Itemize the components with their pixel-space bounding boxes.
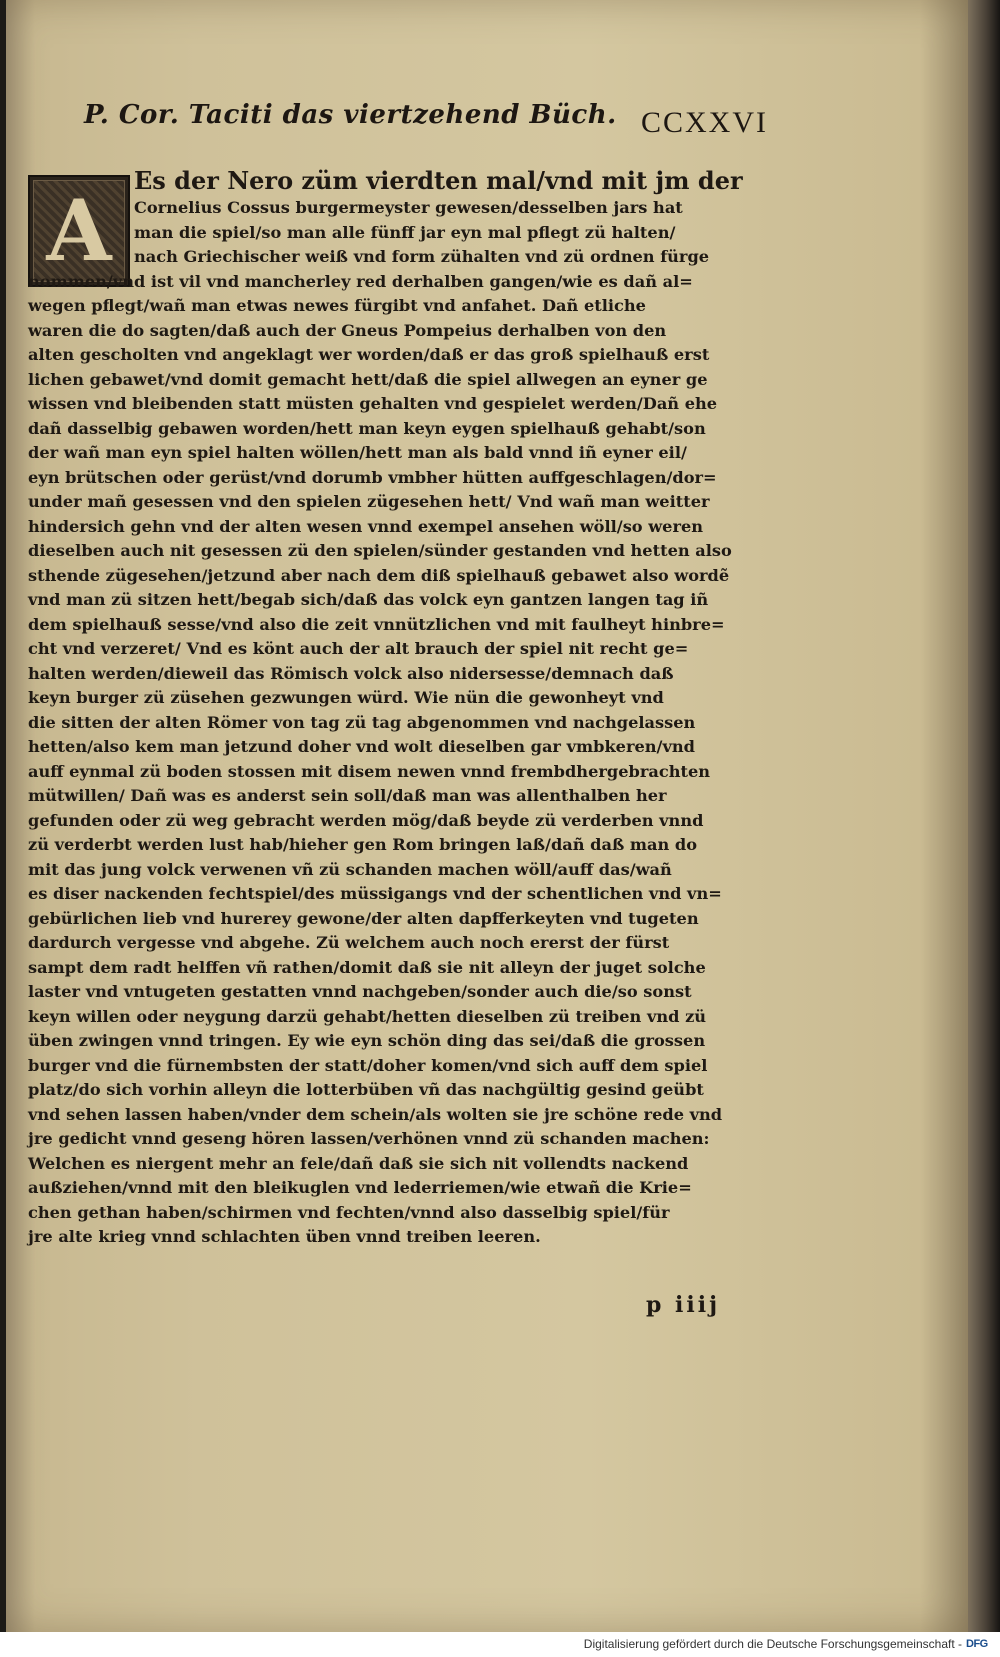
text-line: es diser nackenden fechtspiel/des müssigangs vnd der schentlichen vnd vn= <box>28 884 722 903</box>
text-line: sampt dem radt helffen vñ rathen/domit daß sie nit alleyn der juget solche <box>28 957 706 977</box>
credit-bar <box>0 1632 1000 1657</box>
text-line: chen gethan haben/schirmen vnd fechten/vnnd also dasselbig spiel/für <box>28 1202 670 1222</box>
text-line: halten werden/dieweil das Römisch volck also nidersesse/demnach daß <box>28 663 674 683</box>
body-text <box>28 166 788 1250</box>
signature-mark: p iiij <box>646 1292 721 1318</box>
text-line: wegen pflegt/wañ man etwas newes fürgibt vnd anfahet. Dañ etliche <box>28 296 646 315</box>
credit-text: Digitalisierung gefördert durch die Deutsche Forschungsgemeinschaft - <box>583 1637 962 1651</box>
text-line: keyn burger zü züsehen gezwungen würd. Wie nün die gewonheyt vnd <box>28 688 664 707</box>
page-header <box>84 100 784 160</box>
text-line: jre gedicht vnnd geseng hören lassen/verhönen vnnd zü schanden machen: <box>28 1129 710 1148</box>
text-line: dañ dasselbig gebawen worden/hett man keyn eygen spielhauß gehabt/son <box>28 418 706 438</box>
text-line: waren die do sagten/daß auch der Gneus Pompeius derhalben von den <box>28 320 667 340</box>
running-title: P. Cor. Taciti das viertzehend Büch. <box>84 100 617 130</box>
text-line: mit das jung volck verwenen vñ zü schanden machen wöll/auff das/wañ <box>28 859 672 879</box>
text-line: jre alte krieg vnnd schlachten üben vnnd treiben leeren. <box>28 1227 541 1246</box>
text-line: under mañ gesessen vnd den spielen zügesehen hett/ Vnd wañ man weitter <box>28 492 710 511</box>
text-line: hindersich gehn vnd der alten wesen vnnd exempel ansehen wöll/so weren <box>28 516 704 536</box>
dfg-logo: DFG <box>966 1638 988 1650</box>
text-line: dieselben auch nit gesessen zü den spielen/sünder gestanden vnd hetten also <box>28 541 732 560</box>
text-line: alten gescholten vnd angeklagt wer worden/daß er das groß spielhauß erst <box>28 345 710 364</box>
text-line: die sitten der alten Römer von tag zü tag abgenommen vnd nachgelassen <box>28 712 696 732</box>
text-line: burger vnd die fürnembsten der statt/doher komen/vnd sich auff dem spiel <box>28 1055 708 1075</box>
text-line: dem spielhauß sesse/vnd also die zeit vnnützlichen vnd mit faulheyt hinbre= <box>28 614 725 634</box>
text-line: Es der Nero züm vierdten mal/vnd mit jm der <box>134 166 743 195</box>
text-line: dardurch vergesse vnd abgehe. Zü welchem auch noch ererst der fürst <box>28 933 670 952</box>
text-line: der wañ man eyn spiel halten wöllen/hett man als bald vnnd iñ eyner eil/ <box>28 443 687 462</box>
book-page <box>6 0 968 1632</box>
text-line: gefunden oder zü weg gebracht werden mög/daß beyde zü verderben vnnd <box>28 810 704 830</box>
text-line: Cornelius Cossus burgermeyster gewesen/desselben jars hat <box>134 198 683 217</box>
text-line: man die spiel/so man alle fünff jar eyn mal pflegt zü halten/ <box>134 222 676 242</box>
text-line: vnd sehen lassen haben/vnder dem schein/als wolten sie jre schöne rede vnd <box>28 1104 723 1124</box>
text-line: platz/do sich vorhin alleyn die lotterbüben vñ das nachgültig gesind geübt <box>28 1080 704 1099</box>
text-line: hetten/also kem man jetzund doher vnd wolt dieselben gar vmbkeren/vnd <box>28 737 695 756</box>
text-line: keyn willen oder neygung darzü gehabt/hetten dieselben zü treiben vnd zü <box>28 1006 707 1026</box>
text-line: Welchen es niergent mehr an fele/dañ daß sie sich nit vollendts nackend <box>28 1153 689 1173</box>
folio-number: CCXXVI <box>641 106 769 139</box>
text-line: cht vnd verzeret/ Vnd es könt auch der alt brauch der spiel nit recht ge= <box>28 639 689 658</box>
text-line: vnd man zü sitzen hett/begab sich/daß das volck eyn gantzen langen tag iñ <box>28 590 709 609</box>
text-line: zü verderbt werden lust hab/hieher gen Rom bringen laß/dañ daß man do <box>28 835 698 854</box>
text-line: außziehen/vnnd mit den bleikuglen vnd lederriemen/wie etwañ die Krie= <box>28 1178 692 1197</box>
text-line: auff eynmal zü boden stossen mit disem newen vnnd frembdhergebrachten <box>28 761 711 781</box>
text-line: eyn brütschen oder gerüst/vnd dorumb vmbher hütten auffgeschlagen/dor= <box>28 467 717 487</box>
text-line: laster vnd vntugeten gestatten vnnd nachgeben/sonder auch die/so sonst <box>28 982 692 1001</box>
text-line: nommen/vnd ist vil vnd mancherley red derhalben gangen/wie es dañ al= <box>28 271 693 291</box>
text-line: nach Griechischer weiß vnd form zühalten vnd zü ordnen fürge <box>134 247 710 266</box>
text-line: sthende zügesehen/jetzund aber nach dem diß spielhauß gebawet also wordẽ <box>28 565 730 585</box>
text-line: üben zwingen vnnd tringen. Ey wie eyn schön ding das sei/daß die grossen <box>28 1031 706 1050</box>
text-line: gebürlichen lieb vnd hurerey gewone/der alten dapfferkeyten vnd tugeten <box>28 908 699 928</box>
text-line: mütwillen/ Dañ was es anderst sein soll/daß man was allenthalben her <box>28 786 667 805</box>
text-line: wissen vnd bleibenden statt müsten gehalten vnd gespielet werden/Dañ ehe <box>28 394 718 413</box>
text-line: lichen gebawet/vnd domit gemacht hett/daß die spiel allwegen an eyner ge <box>28 369 708 389</box>
initial-letter: A <box>46 181 112 280</box>
